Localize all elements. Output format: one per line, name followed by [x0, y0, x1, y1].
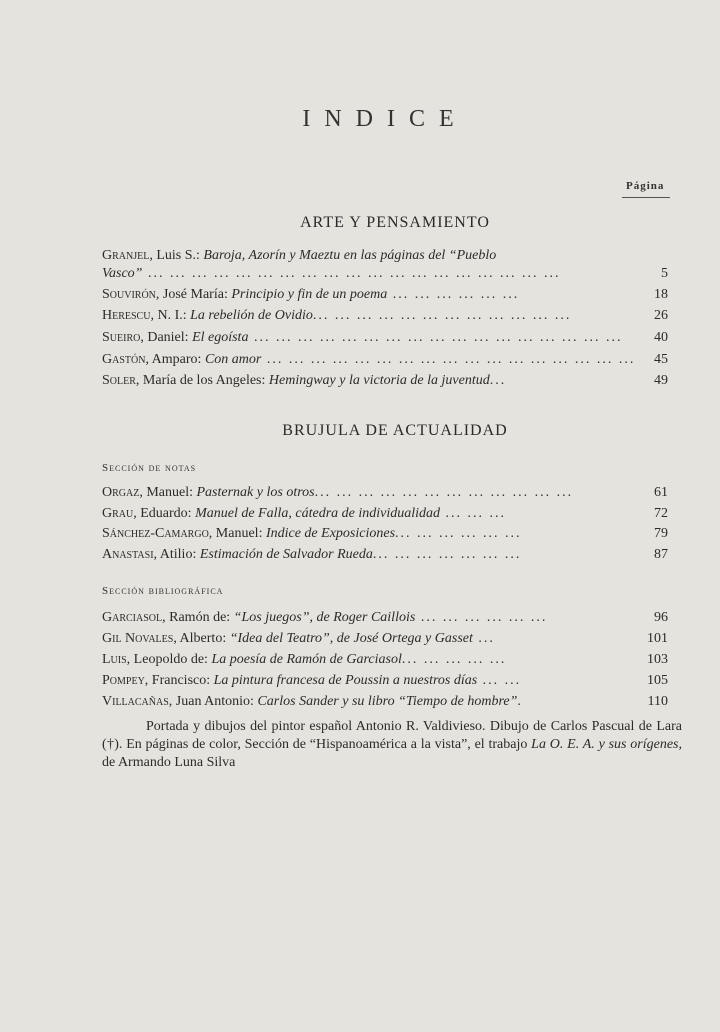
- entry-page-number: 96: [654, 610, 668, 625]
- toc-entry: [102, 371, 668, 391]
- toc-entry: [102, 264, 668, 284]
- credits-italic-title: La O. E. A. y sus orígenes,: [531, 737, 682, 752]
- entry-author: Gastón: [102, 352, 146, 367]
- entry-leader: ... ... ... ... ... ...: [415, 610, 548, 625]
- entry-work: “Idea del Teatro”, de José Ortega y Gasset: [229, 631, 473, 646]
- entry-work: Manuel de Falla, cátedra de individualidad: [195, 506, 441, 521]
- entry-author-rest: , N. I.:: [150, 308, 191, 323]
- toc-entry: [102, 692, 668, 712]
- entry-page-number: 26: [654, 308, 668, 323]
- entry-work: Baroja, Azorín y Maeztu en las páginas del “Pueblo: [203, 248, 497, 263]
- entry-work: Vasco”: [102, 266, 143, 281]
- entry-page-number: 61: [654, 485, 668, 500]
- entry-author: Granjel: [102, 248, 150, 263]
- entry-author-rest: , Eduardo:: [133, 506, 196, 521]
- entry-author-rest: , María de los Angeles:: [135, 373, 269, 388]
- entry-work: La pintura francesa de Poussin a nuestros días: [213, 673, 478, 688]
- entry-author: Gil Novales: [102, 631, 174, 646]
- toc-entry: [102, 629, 668, 649]
- credits-text-end: de Armando Luna Silva: [102, 755, 236, 770]
- entry-author-rest: , Amparo:: [145, 352, 205, 367]
- entry-page-number: 45: [654, 352, 668, 367]
- entry-leader: ... ... ... ... ... ... ... ... ... ... ... ... ... ... ... ... ...: [261, 352, 636, 367]
- entry-author: Villacañas: [102, 694, 169, 709]
- toc-entry: [102, 650, 668, 670]
- entry-page-number: 110: [647, 694, 668, 709]
- entry-work: Con amor: [204, 352, 262, 367]
- pagina-underline: [622, 197, 670, 198]
- entry-work: Estimación de Salvador Rueda: [199, 547, 373, 562]
- entry-author-rest: , Juan Antonio:: [168, 694, 258, 709]
- entry-author-rest: , Alberto:: [173, 631, 230, 646]
- entry-author-rest: , José María:: [155, 287, 232, 302]
- toc-entry: [102, 285, 668, 305]
- entry-page-number: 103: [647, 652, 668, 667]
- entry-leader: ... ... ... ... ... ...: [395, 526, 522, 541]
- page-title: INDICE: [302, 106, 468, 132]
- pagina-column-label: Página: [626, 180, 665, 192]
- entry-page-number: 18: [654, 287, 668, 302]
- entry-author-rest: , Manuel:: [208, 526, 266, 541]
- toc-entry: [102, 504, 668, 524]
- entry-work: Carlos Sander y su libro “Tiempo de hombre”: [257, 694, 518, 709]
- entry-author: Garciasol: [102, 610, 163, 625]
- entry-leader: ... ... ... ... ... ... ... ... ... ... ... ... ... ... ... ... ... ... ...: [142, 266, 561, 281]
- entry-author: Luis: [102, 652, 127, 667]
- entry-work: Hemingway y la victoria de la juventud: [268, 373, 490, 388]
- entry-author-rest: , Atilio:: [153, 547, 200, 562]
- toc-entry: [102, 246, 668, 266]
- subsection-label-bibliografica: Sección bibliográfica: [102, 585, 224, 597]
- section-heading-arte: ARTE Y PENSAMIENTO: [300, 214, 490, 231]
- entry-work: Indice de Exposiciones: [265, 526, 396, 541]
- entry-page-number: 87: [654, 547, 668, 562]
- entry-work: Principio y fin de un poema: [231, 287, 388, 302]
- entry-author-rest: , Leopoldo de:: [126, 652, 212, 667]
- entry-leader: ... ... ...: [440, 506, 507, 521]
- entry-leader: ... ... ... ... ...: [401, 652, 507, 667]
- entry-leader: ... ... ... ... ... ... ... ... ... ... ... ...: [314, 485, 574, 500]
- entry-work: Pasternak y los otros: [196, 485, 315, 500]
- section-heading-brujula: BRUJULA DE ACTUALIDAD: [282, 422, 508, 439]
- entry-author-rest: , Daniel:: [140, 330, 193, 345]
- entry-page-number: 105: [647, 673, 668, 688]
- entry-work: “Los juegos”, de Roger Caillois: [233, 610, 416, 625]
- entry-work: La rebelión de Ovidio: [190, 308, 313, 323]
- entry-work: La poesía de Ramón de Garciasol: [211, 652, 402, 667]
- entry-author: Herescu: [102, 308, 151, 323]
- entry-page-number: 49: [654, 373, 668, 388]
- entry-author: Anastasi: [102, 547, 154, 562]
- entry-leader: ... ... ... ... ... ... ... ... ... ... ... ...: [312, 308, 572, 323]
- entry-author-rest: , Luis S.:: [149, 248, 204, 263]
- credits-text: Portada y dibujos del pintor español Antonio R. Valdivieso. Dibujo de Carlos Pascual de Lara (†). En páginas de color, Sección de “Hispanoamérica a la vista”, el trabajo: [102, 719, 682, 752]
- entry-page-number: 72: [654, 506, 668, 521]
- subsection-label-notas: Sección de notas: [102, 462, 197, 474]
- entry-author: Pompey: [102, 673, 145, 688]
- toc-entry: [102, 671, 668, 691]
- entry-leader: .: [517, 694, 523, 709]
- entry-leader: ... ... ... ... ... ...: [387, 287, 520, 302]
- toc-entry: [102, 545, 668, 565]
- entry-work: El egoísta: [192, 330, 249, 345]
- entry-page-number: 40: [654, 330, 668, 345]
- toc-entry: [102, 306, 668, 326]
- entry-page-number: 5: [661, 266, 668, 281]
- entry-author: Sueiro: [102, 330, 141, 345]
- entry-author-rest: , Francisco:: [144, 673, 214, 688]
- toc-entry: [102, 483, 668, 503]
- entry-author: Orgaz: [102, 485, 140, 500]
- toc-entry: [102, 524, 668, 544]
- entry-leader: ...: [472, 631, 495, 646]
- entry-author: Grau: [102, 506, 134, 521]
- credits-paragraph: [102, 718, 682, 772]
- entry-author: Soler: [102, 373, 136, 388]
- entry-leader: ...: [489, 373, 507, 388]
- entry-author-rest: , Manuel:: [139, 485, 197, 500]
- entry-leader: ... ...: [477, 673, 522, 688]
- entry-author-rest: , Ramón de:: [162, 610, 234, 625]
- entry-page-number: 79: [654, 526, 668, 541]
- entry-leader: ... ... ... ... ... ... ... ... ... ... ... ... ... ... ... ... ...: [248, 330, 623, 345]
- toc-entry: [102, 350, 668, 370]
- entry-author: Sánchez-Camargo: [102, 526, 209, 541]
- entry-author: Souvirón: [102, 287, 156, 302]
- toc-entry: [102, 608, 668, 628]
- entry-page-number: 101: [647, 631, 668, 646]
- entry-leader: ... ... ... ... ... ... ...: [372, 547, 522, 562]
- toc-entry: [102, 328, 668, 348]
